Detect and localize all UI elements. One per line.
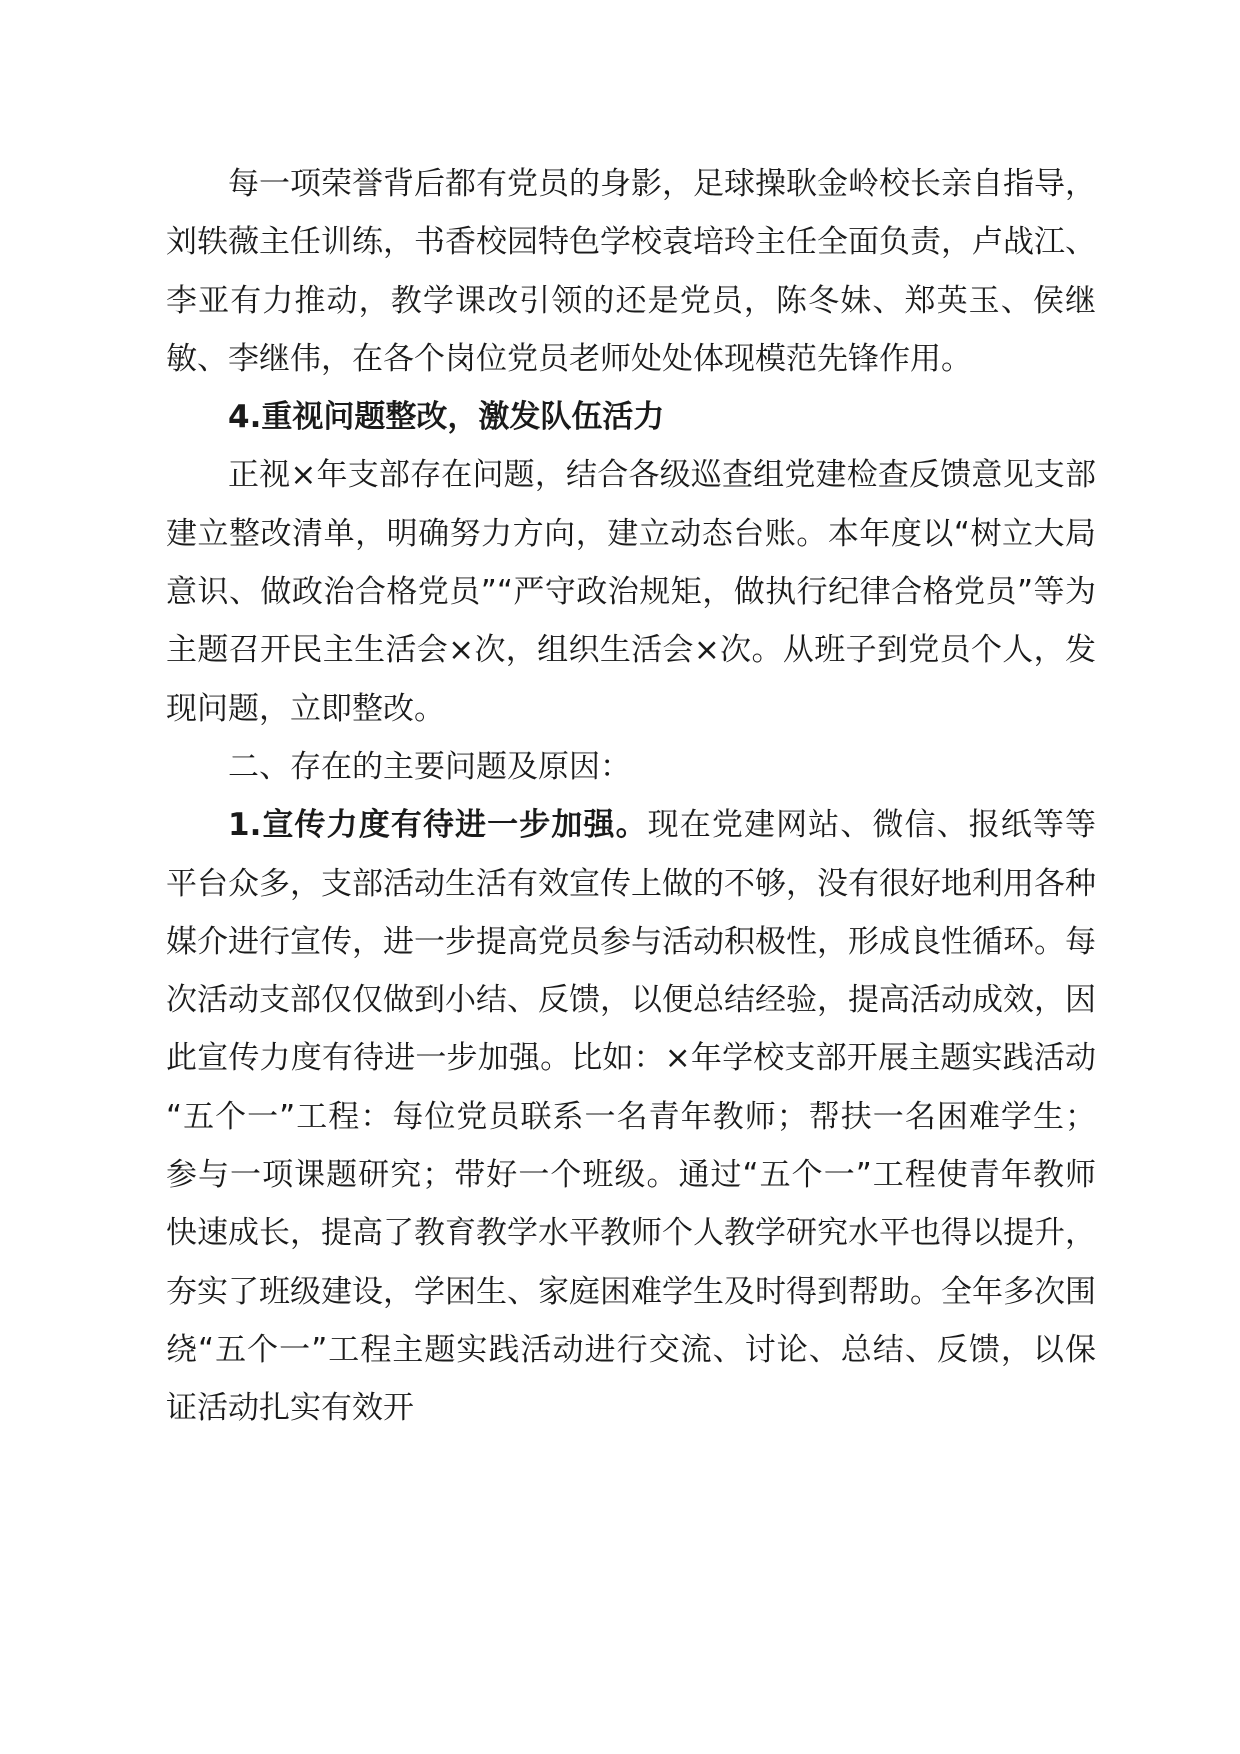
section-title-problems: 二、存在的主要问题及原因： [228, 748, 631, 785]
issue-1-body: 现在党建网站、微信、报纸等等平台众多，支部活动生活有效宣传上做的不够，没有很好地利用各种媒介进行宣传，进一步提高党员参与活动积极性，形成良性循环。每次活动支部仅仅做到小结、反馈，以便总结经验，提高活动成效，因此宣传力度有待进一步加强。比如：×年学校支部开展主题实践活动 “五个一”工程：每位党员联系一名青年教师；帮扶一名困难学生；参与一项课题研究；带好一个班级。通过“五个一”工程使青年教师快速成长，提高了教育教学水平教师个人教学研究水平也得以提升，夯实了班级建设，学困生、家庭困难学生及时得到帮助。全年多次围绕“五个一”工程主题实践活动进行交流、讨论、总结、反馈，以保证活动扎实有效开 [166, 807, 1096, 1427]
heading-rectification: 4.重视问题整改，激发队伍活力 [228, 399, 665, 436]
document-page [166, 155, 1096, 1438]
paragraph-honors: 每一项荣誉背后都有党员的身影，足球操耿金岭校长亲自指导，刘轶薇主任训练，书香校园特色学校袁培玲主任全面负责，卢战江、李亚有力推动，教学课改引领的还是党员，陈冬妹、郑英玉、侯继敏、李继伟，在各个岗位党员老师处处体现模范先锋作用。 [166, 166, 1096, 377]
paragraph-issue-1 [166, 796, 1096, 1437]
issue-1-lead: 1.宣传力度有待进一步加强。 [228, 807, 648, 844]
paragraph-rectification: 正视×年支部存在问题，结合各级巡查组党建检查反馈意见支部建立整改清单，明确努力方向，建立动态台账。本年度以“树立大局意识、做政治合格党员”“严守政治规矩，做执行纪律合格党员”等为主题召开民主生活会×次，组织生活会×次。从班子到党员个人，发现问题，立即整改。 [166, 457, 1096, 727]
